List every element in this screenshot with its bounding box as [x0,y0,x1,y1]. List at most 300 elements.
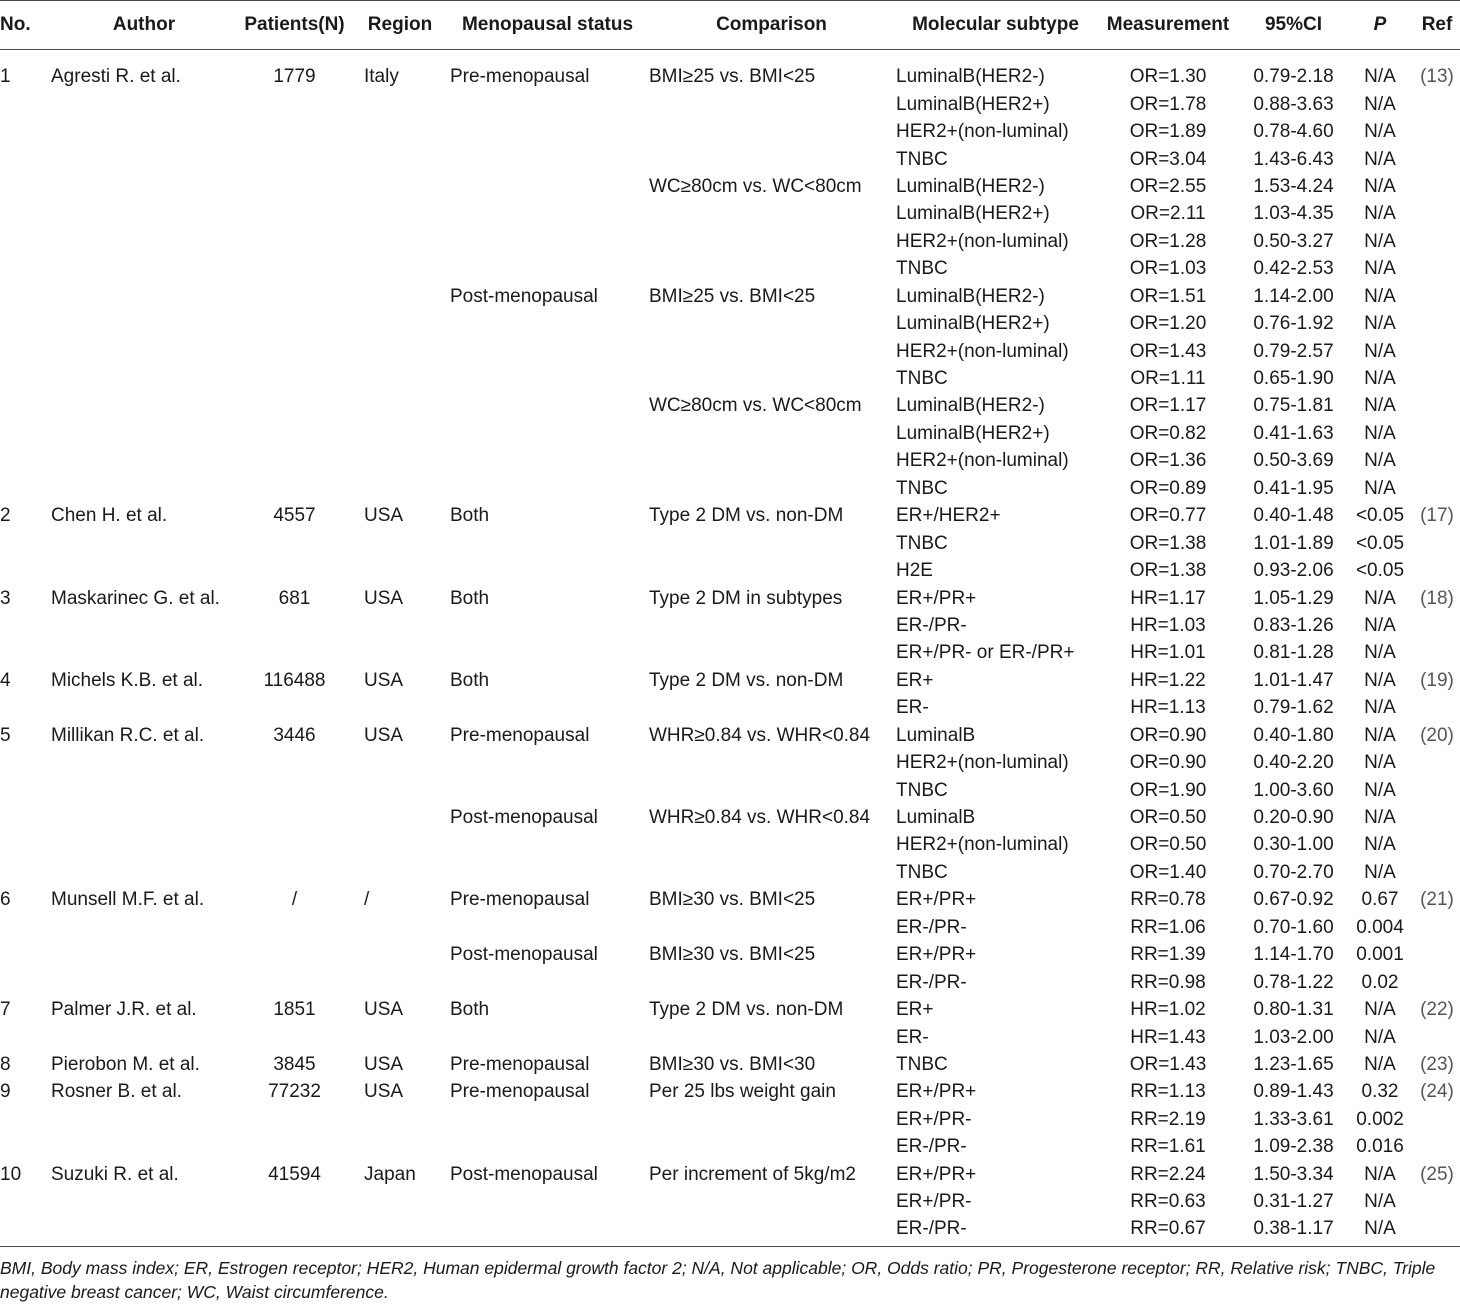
cell-menopausal-status [448,200,647,227]
cell-molecular-subtype: TNBC [896,368,948,390]
cell-ref [1414,118,1460,145]
cell-molecular-subtype: ER-/PR- [896,971,967,993]
cell-molecular-subtype: ER+/PR- or ER-/PR+ [896,642,1075,664]
cell-author [51,1188,237,1215]
table-row [0,914,1460,941]
cell-molecular-subtype: HER2+(non-luminal) [896,450,1069,472]
cell-comparison [647,859,896,886]
cell-ref: (20) [1420,724,1454,746]
table-row [0,557,1460,584]
cell-comparison: Type 2 DM vs. non-DM [649,999,844,1021]
cell-no [0,749,51,776]
cell-author [51,529,237,556]
cell-p: N/A [1364,752,1396,774]
cell-comparison: Type 2 DM in subtypes [649,587,843,609]
cell-p: N/A [1364,669,1396,691]
cell-patients [237,831,352,858]
cell-ci: 0.79-2.57 [1253,340,1334,362]
cell-ci: 0.50-3.27 [1253,230,1334,252]
header-p: P [1346,1,1414,50]
cell-ci: 1.14-2.00 [1253,285,1334,307]
cell-ci: 1.01-1.89 [1253,532,1334,554]
cell-comparison [647,529,896,556]
cell-no: 10 [0,1163,22,1185]
cell-p: N/A [1364,1191,1396,1213]
cell-p: <0.05 [1355,505,1405,527]
cell-ref [1414,475,1460,502]
cell-measurement: HR=1.22 [1130,669,1206,691]
cell-ci: 0.65-1.90 [1253,368,1334,390]
cell-no [0,145,51,172]
cell-comparison [647,612,896,639]
cell-region [352,255,448,282]
cell-region [352,941,448,968]
cell-comparison [647,749,896,776]
cell-region [352,447,448,474]
cell-patients [237,337,352,364]
cell-measurement: OR=1.20 [1129,313,1207,335]
header-comparison: Comparison [647,1,896,50]
cell-no [0,310,51,337]
cell-author [51,749,237,776]
cell-author [51,420,237,447]
table-row [0,337,1460,364]
cell-ref [1414,337,1460,364]
cell-author: Millikan R.C. et al. [51,724,205,746]
cell-comparison: Type 2 DM vs. non-DM [649,669,844,691]
cell-author: Munsell M.F. et al. [51,889,205,911]
cell-menopausal-status: Both [450,669,490,691]
cell-ci: 0.78-4.60 [1253,121,1334,143]
cell-author: Suzuki R. et al. [51,1163,179,1185]
cell-ref [1414,145,1460,172]
table-row [0,584,1460,611]
cell-comparison: BMI≥30 vs. BMI<30 [649,1053,816,1075]
cell-region: USA [364,505,404,527]
cell-menopausal-status [448,1106,647,1133]
cell-p: 0.67 [1361,889,1399,911]
cell-author [51,255,237,282]
cell-ref [1414,90,1460,117]
cell-ci: 0.81-1.28 [1253,642,1334,664]
table-row [0,420,1460,447]
cell-patients [237,612,352,639]
cell-measurement: OR=1.38 [1129,532,1207,554]
cell-p: 0.32 [1361,1081,1399,1103]
cell-measurement: RR=1.39 [1130,944,1206,966]
cell-author: Rosner B. et al. [51,1081,182,1103]
cell-measurement: OR=1.03 [1129,258,1207,280]
cell-p: N/A [1364,807,1396,829]
cell-measurement: OR=0.89 [1129,477,1207,499]
cell-patients [237,310,352,337]
cell-author [51,557,237,584]
cell-region [352,859,448,886]
cell-region [352,529,448,556]
cell-patients [237,1215,352,1247]
cell-patients [237,145,352,172]
cell-ci: 1.53-4.24 [1253,175,1334,197]
cell-region: USA [364,724,404,746]
header-ref: Ref [1414,1,1460,50]
table-footnote: BMI, Body mass index; ER, Estrogen receptor; HER2, Human epidermal growth factor 2; N/A, Not applicable; OR, Odds ratio; PR, Progesterone receptor; RR, Relative risk; TNBC, Triple negative breast cancer; WC, Waist circumference. [0,1258,1436,1303]
cell-region [352,749,448,776]
header-region: Region [352,1,448,50]
cell-comparison [647,1023,896,1050]
cell-measurement: OR=1.36 [1129,450,1207,472]
cell-no: 4 [0,669,11,691]
cell-ref [1414,749,1460,776]
cell-ref [1414,1133,1460,1160]
header-ci: 95%CI [1241,1,1346,50]
cell-region [352,968,448,995]
cell-patients [237,749,352,776]
cell-patients: / [291,889,298,911]
cell-comparison [647,447,896,474]
cell-no [0,639,51,666]
cell-molecular-subtype: LuminalB(HER2+) [896,422,1050,444]
cell-region [352,475,448,502]
cell-ci: 0.70-1.60 [1253,916,1334,938]
cell-region [352,1188,448,1215]
cell-ci: 1.03-2.00 [1253,1026,1334,1048]
cell-comparison [647,639,896,666]
cell-p: <0.05 [1355,532,1405,554]
cell-patients [237,941,352,968]
cell-comparison [647,1188,896,1215]
cell-ref [1414,804,1460,831]
table-row [0,1161,1460,1188]
cell-menopausal-status: Pre-menopausal [450,724,590,746]
cell-molecular-subtype: ER-/PR- [896,614,967,636]
cell-p: N/A [1364,477,1396,499]
cell-comparison [647,310,896,337]
cell-measurement: OR=1.38 [1129,560,1207,582]
cell-measurement: HR=1.43 [1130,1026,1206,1048]
cell-comparison [647,365,896,392]
cell-menopausal-status [448,255,647,282]
cell-region [352,337,448,364]
cell-menopausal-status [448,447,647,474]
cell-measurement: OR=2.11 [1130,203,1206,225]
cell-no [0,1133,51,1160]
cell-patients: 41594 [268,1163,321,1185]
cell-no [0,557,51,584]
cell-no: 3 [0,587,11,609]
cell-p: N/A [1364,258,1396,280]
cell-patients [237,173,352,200]
cell-region [352,639,448,666]
table-row [0,996,1460,1023]
cell-ci: 1.43-6.43 [1253,148,1334,170]
cell-molecular-subtype: ER-/PR- [896,1215,1095,1247]
cell-region [352,1133,448,1160]
cell-molecular-subtype: LuminalB(HER2-) [896,66,1045,88]
cell-p: N/A [1364,834,1396,856]
cell-author [51,200,237,227]
cell-menopausal-status [448,612,647,639]
cell-molecular-subtype: TNBC [896,861,948,883]
cell-no [0,118,51,145]
cell-ci: 0.67-0.92 [1253,889,1334,911]
cell-author [51,447,237,474]
cell-molecular-subtype: LuminalB(HER2+) [896,203,1050,225]
cell-no: 5 [0,724,11,746]
cell-menopausal-status [448,228,647,255]
cell-author [51,914,237,941]
cell-no [0,776,51,803]
table-header-row [0,1,1460,50]
cell-measurement: OR=1.90 [1129,779,1207,801]
cell-region [352,90,448,117]
cell-no [0,447,51,474]
cell-p: N/A [1364,1163,1396,1185]
cell-measurement: OR=2.55 [1129,175,1207,197]
cell-ref [1414,1215,1460,1247]
cell-comparison [647,475,896,502]
table-row [0,749,1460,776]
header-menopausal-status: Menopausal status [448,1,647,50]
cell-molecular-subtype: LuminalB [896,807,976,829]
cell-measurement: RR=0.67 [1095,1215,1241,1247]
cell-measurement: HR=1.01 [1130,642,1206,664]
cell-molecular-subtype: ER+/PR+ [896,944,977,966]
cell-comparison [647,557,896,584]
table-row [0,529,1460,556]
cell-measurement: OR=1.89 [1129,121,1207,143]
cell-author [51,694,237,721]
cell-no: 6 [0,889,11,911]
cell-p: N/A [1364,66,1396,88]
cell-menopausal-status [448,914,647,941]
cell-patients [237,639,352,666]
cell-no [0,612,51,639]
cell-p: 0.004 [1356,916,1404,938]
cell-patients [237,859,352,886]
cell-region [352,173,448,200]
cell-ci: 0.40-1.48 [1253,505,1334,527]
cell-p: N/A [1364,642,1396,664]
cell-region [352,1215,448,1247]
cell-ref: (17) [1420,505,1454,527]
header-spacer [0,50,1460,64]
cell-patients [237,200,352,227]
cell-menopausal-status: Pre-menopausal [450,1053,590,1075]
cell-comparison: BMI≥25 vs. BMI<25 [649,66,816,88]
table-row [0,145,1460,172]
cell-patients: 1779 [273,66,316,88]
cell-menopausal-status [448,749,647,776]
cell-ref [1414,1188,1460,1215]
cell-ref [1414,612,1460,639]
cell-ci: 0.88-3.63 [1253,93,1334,115]
cell-ref: (19) [1420,669,1454,691]
cell-no [0,968,51,995]
cell-menopausal-status [448,557,647,584]
cell-region [352,310,448,337]
table-row [0,941,1460,968]
cell-patients: 681 [278,587,311,609]
cell-ci: 0.30-1.00 [1253,834,1334,856]
cell-molecular-subtype: HER2+(non-luminal) [896,121,1069,143]
cell-region [352,694,448,721]
cell-no [0,1106,51,1133]
cell-measurement: OR=0.77 [1129,505,1207,527]
table-row [0,804,1460,831]
cell-ref [1414,941,1460,968]
cell-ref: (24) [1420,1081,1454,1103]
cell-no: 9 [0,1081,11,1103]
cell-molecular-subtype: ER+ [896,669,934,691]
cell-no [0,200,51,227]
cell-author [51,365,237,392]
cell-menopausal-status [448,1188,647,1215]
cell-menopausal-status [448,392,647,419]
cell-p: <0.05 [1355,560,1405,582]
cell-patients [237,118,352,145]
cell-no [0,420,51,447]
cell-menopausal-status: Pre-menopausal [450,66,590,88]
cell-comparison [647,1133,896,1160]
cell-region: USA [364,587,404,609]
cell-measurement: OR=1.43 [1129,1053,1207,1075]
cell-no [0,1188,51,1215]
cell-menopausal-status [448,1215,647,1247]
cell-patients [237,90,352,117]
cell-patients [237,1188,352,1215]
cell-ref: (18) [1420,587,1454,609]
cell-patients: 4557 [273,505,316,527]
cell-measurement: OR=1.40 [1129,861,1207,883]
cell-menopausal-status [448,118,647,145]
cell-p: N/A [1364,368,1396,390]
cell-comparison: BMI≥30 vs. BMI<25 [649,889,816,911]
cell-author [51,612,237,639]
cell-patients [237,475,352,502]
table-row [0,90,1460,117]
cell-comparison: Per increment of 5kg/m2 [649,1163,856,1185]
table-row [0,173,1460,200]
table-row [0,1215,1460,1247]
header-patients: Patients(N) [237,1,352,50]
cell-ci: 0.38-1.17 [1241,1215,1346,1247]
cell-ci: 1.03-4.35 [1253,203,1334,225]
cell-measurement: HR=1.13 [1130,697,1206,719]
cell-p: N/A [1364,422,1396,444]
cell-p: N/A [1364,861,1396,883]
cell-comparison [647,145,896,172]
cell-ci: 0.50-3.69 [1253,450,1334,472]
cell-menopausal-status: Post-menopausal [450,1163,598,1185]
cell-measurement: RR=2.24 [1130,1163,1206,1185]
table-row [0,365,1460,392]
cell-measurement: HR=1.17 [1130,587,1206,609]
cell-molecular-subtype: ER+/PR+ [896,1163,977,1185]
cell-author [51,173,237,200]
cell-molecular-subtype: HER2+(non-luminal) [896,340,1069,362]
cell-p: N/A [1364,587,1396,609]
cell-no [0,337,51,364]
cell-measurement: OR=1.17 [1129,395,1207,417]
cell-no [0,859,51,886]
cell-patients: 77232 [268,1081,321,1103]
cell-molecular-subtype: LuminalB(HER2-) [896,285,1045,307]
cell-patients [237,447,352,474]
table-row [0,392,1460,419]
cell-molecular-subtype: LuminalB(HER2+) [896,93,1050,115]
cell-author [51,337,237,364]
cell-ref [1414,639,1460,666]
cell-region: USA [364,1053,404,1075]
cell-no [0,283,51,310]
cell-author [51,145,237,172]
table-row [0,667,1460,694]
cell-p: N/A [1364,285,1396,307]
cell-patients: 3446 [273,724,316,746]
cell-menopausal-status [448,310,647,337]
cell-region: USA [364,669,404,691]
cell-menopausal-status [448,420,647,447]
cell-comparison: BMI≥30 vs. BMI<25 [649,944,816,966]
cell-ci: 1.09-2.38 [1253,1136,1334,1158]
cell-ref [1414,255,1460,282]
cell-menopausal-status [448,831,647,858]
cell-ci: 0.79-1.62 [1253,697,1334,719]
table-row [0,694,1460,721]
cell-measurement: OR=1.51 [1129,285,1207,307]
cell-p: N/A [1364,203,1396,225]
cell-region: USA [364,999,404,1021]
cell-menopausal-status [448,859,647,886]
table-body [0,50,1460,1247]
cell-molecular-subtype: TNBC [896,1053,948,1075]
cell-patients [237,1133,352,1160]
cell-patients: 116488 [263,669,326,691]
cell-ref [1414,173,1460,200]
cell-region [352,283,448,310]
cell-menopausal-status: Post-menopausal [450,944,598,966]
cell-comparison: WC≥80cm vs. WC<80cm [649,175,862,197]
cell-region [352,420,448,447]
cell-author: Pierobon M. et al. [51,1053,200,1075]
cell-author [51,776,237,803]
cell-ci: 0.93-2.06 [1253,560,1334,582]
cell-ci: 1.05-1.29 [1253,587,1334,609]
cell-measurement: RR=2.19 [1130,1108,1206,1130]
cell-ref [1414,914,1460,941]
cell-p: N/A [1346,1215,1414,1247]
cell-comparison: WHR≥0.84 vs. WHR<0.84 [649,724,871,746]
cell-ci: 0.76-1.92 [1253,313,1334,335]
cell-menopausal-status [448,475,647,502]
cell-ci: 0.80-1.31 [1253,999,1334,1021]
cell-measurement: OR=1.30 [1129,66,1207,88]
cell-comparison [647,1106,896,1133]
cell-patients: 3845 [273,1053,316,1075]
cell-region [352,200,448,227]
cell-comparison [647,420,896,447]
cell-measurement: RR=0.63 [1130,1191,1206,1213]
cell-region: / [364,889,370,911]
cell-region [352,612,448,639]
cell-menopausal-status [448,968,647,995]
cell-molecular-subtype: LuminalB [896,724,976,746]
cell-patients [237,255,352,282]
cell-region: USA [364,1081,404,1103]
cell-region [352,914,448,941]
cell-molecular-subtype: ER- [896,1026,929,1048]
cell-ci: 0.40-2.20 [1253,752,1334,774]
